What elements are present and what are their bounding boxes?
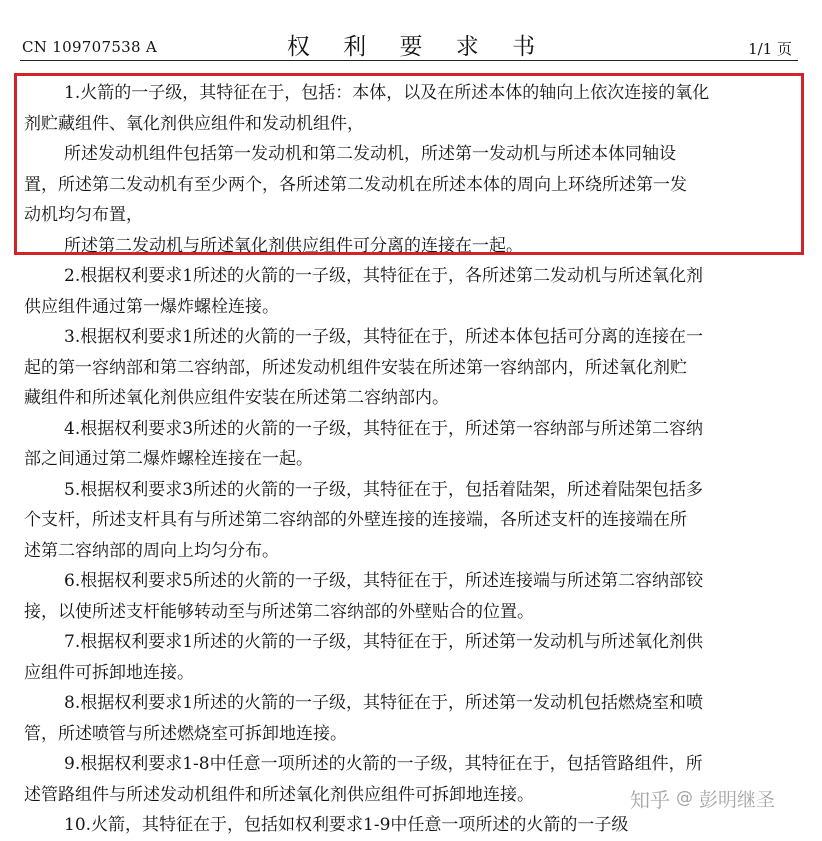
claim-5-line: 5.根据权利要求3所述的火箭的一子级，其特征在于，包括着陆架，所述着陆架包括多 xyxy=(64,479,704,500)
claim-1-line: 剂贮藏组件、氧化剂供应组件和发动机组件， xyxy=(24,113,364,134)
header-rule xyxy=(20,60,798,61)
claim-9-line: 述管路组件与所述发动机组件和所述氧化剂供应组件可拆卸地连接。 xyxy=(24,784,534,805)
claim-4-line: 部之间通过第二爆炸螺栓连接在一起。 xyxy=(24,449,313,469)
claim-3-line: 藏组件和所述氧化剂供应组件安装在所述第二容纳部内。 xyxy=(24,388,449,408)
claim-1-line: 所述发动机组件包括第一发动机和第二发动机，所述第一发动机与所述本体同轴设 xyxy=(64,144,676,164)
claim-1-line: 动机均匀布置， xyxy=(24,205,143,225)
claim-7-line: 7.根据权利要求1所述的火箭的一子级，其特征在于，所述第一发动机与所述氧化剂供 xyxy=(64,632,704,652)
zhihu-logo: 知乎 xyxy=(630,787,670,812)
claim-1-highlight-box xyxy=(14,73,804,255)
claim-6-line: 6.根据权利要求5所述的火箭的一子级，其特征在于，所述连接端与所述第二容纳部铰 xyxy=(64,571,704,591)
claim-1-line: 置，所述第二发动机有至少两个，各所述第二发动机在所述本体的周向上环绕所述第一发 xyxy=(24,174,687,195)
page-number: 1/1 页 xyxy=(748,40,792,58)
claim-7-line: 应组件可拆卸地连接。 xyxy=(24,662,194,683)
claim-5-line: 个支杆，所述支杆具有与所述第二容纳部的外壁连接的连接端，各所述支杆的连接端在所 xyxy=(24,510,687,530)
claim-6-line: 接，以使所述支杆能够转动至与所述第二容纳部的外壁贴合的位置。 xyxy=(24,601,534,622)
claim-2-line: 2.根据权利要求1所述的火箭的一子级，其特征在于，各所述第二发动机与所述氧化剂 xyxy=(64,266,704,286)
publication-number: CN 109707538 A xyxy=(22,38,158,56)
claim-1-line: 1.火箭的一子级，其特征在于，包括：本体，以及在所述本体的轴向上依次连接的氧化 xyxy=(64,83,710,103)
author-name: 彭明继圣 xyxy=(699,788,776,811)
document-header xyxy=(0,0,822,60)
claim-1-line: 所述第二发动机与所述氧化剂供应组件可分离的连接在一起。 xyxy=(64,235,523,256)
claim-3-line: 起的第一容纳部和第二容纳部，所述发动机组件安装在所述第一容纳部内，所述氧化剂贮 xyxy=(24,357,687,378)
claim-2-line: 供应组件通过第一爆炸螺栓连接。 xyxy=(24,296,279,317)
claim-10-line: 10.火箭，其特征在于，包括如权利要求1-9中任意一项所述的火箭的一子级 xyxy=(64,815,629,835)
document-title: 权 利 要 求 书 xyxy=(286,34,549,60)
at-sign: @ xyxy=(676,788,693,808)
claim-9-line: 9.根据权利要求1-8中任意一项所述的火箭的一子级，其特征在于，包括管路组件，所 xyxy=(64,754,703,774)
claim-3-line: 3.根据权利要求1所述的火箭的一子级，其特征在于，所述本体包括可分离的连接在一 xyxy=(64,327,704,347)
claim-4-line: 4.根据权利要求3所述的火箭的一子级，其特征在于，所述第一容纳部与所述第二容纳 xyxy=(64,418,704,439)
zhihu-watermark xyxy=(630,781,775,815)
claim-8-line: 管，所述喷管与所述燃烧室可拆卸地连接。 xyxy=(24,723,347,744)
claim-8-line: 8.根据权利要求1所述的火箭的一子级，其特征在于，所述第一发动机包括燃烧室和喷 xyxy=(64,693,704,713)
claim-5-line: 述第二容纳部的周向上均匀分布。 xyxy=(24,540,279,561)
